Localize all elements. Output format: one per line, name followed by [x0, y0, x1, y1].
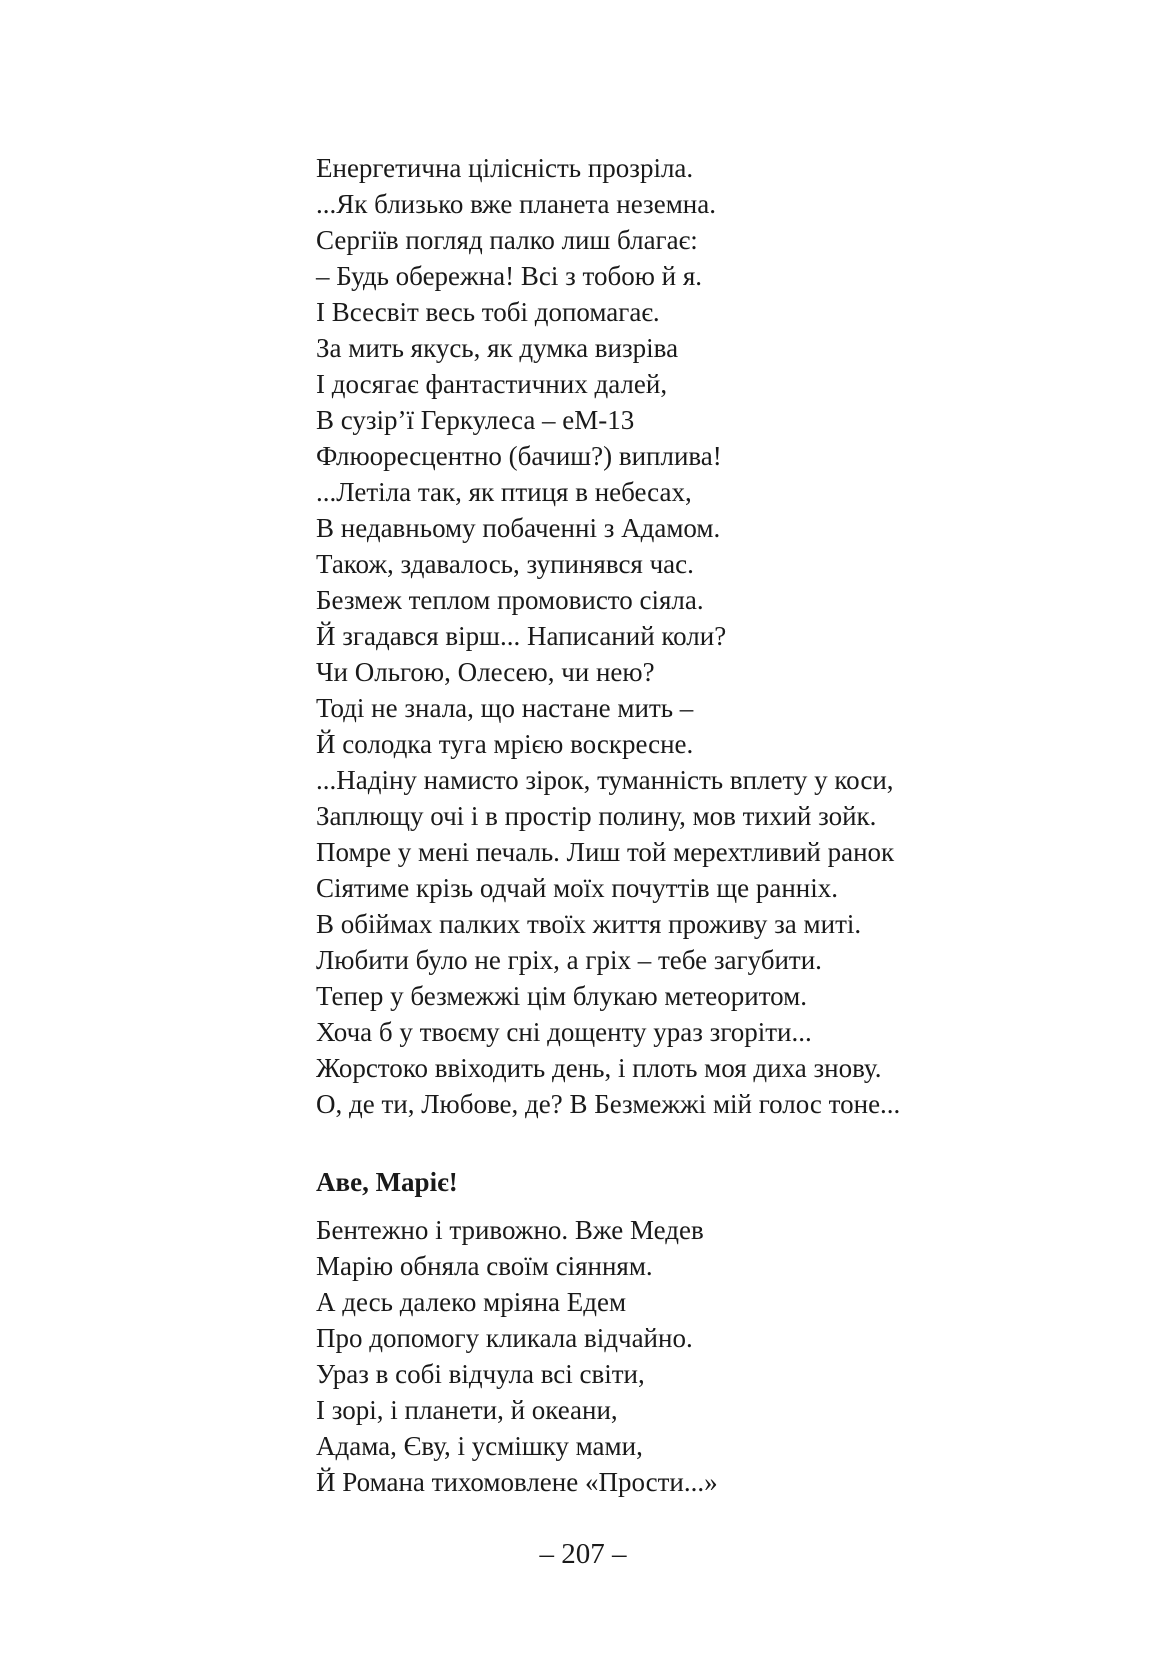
poem-line: Тепер у безмежжі цім блукаю метеоритом.: [316, 981, 807, 1011]
poem-line: Заплющу очі і в простір полину, мов тихий зойк.: [316, 801, 877, 831]
poem-line: Чи Ольгою, Олесею, чи нею?: [316, 657, 655, 687]
poem-line: І зорі, і планети, й океани,: [316, 1395, 618, 1425]
poem-line: Безмеж теплом промовисто сіяла.: [316, 585, 704, 615]
page-number: – 207 –: [539, 1538, 627, 1570]
poem-line: Й Романа тихомовлене «Прости...»: [316, 1467, 718, 1497]
poem-body: [316, 1212, 1036, 1500]
poem-line: Хоча б у твоєму сні дощенту ураз згоріти...: [316, 1017, 812, 1047]
poem-line: Сергіїв погляд палко лиш благає:: [316, 225, 698, 255]
poem-line: ...Надіну намисто зірок, туманність вплету у коси,: [316, 765, 894, 795]
poem-title: Аве, Маріє!: [316, 1167, 458, 1197]
poem-line: І Всесвіт весь тобі допомагає.: [316, 297, 660, 327]
poem-line: Жорстоко ввіходить день, і плоть моя диха знову.: [316, 1053, 882, 1083]
poem-line: І досягає фантастичних далей,: [316, 369, 668, 399]
poem-line: В сузір’ї Геркулеса – еМ-13: [316, 405, 635, 435]
poem-line: Ураз в собі відчула всі світи,: [316, 1359, 645, 1389]
poem-line: Й згадався вірш... Написаний коли?: [316, 621, 727, 651]
poem-line: Про допомогу кликала відчайно.: [316, 1323, 693, 1353]
poem-continuation: [316, 150, 1036, 1122]
poem-line: Бентежно і тривожно. Вже Медев: [316, 1215, 704, 1245]
poem-line: ...Летіла так, як птиця в небесах,: [316, 477, 692, 507]
poem-line: Тоді не знала, що настане мить –: [316, 693, 694, 723]
poem-line: – Будь обережна! Всі з тобою й я.: [316, 261, 702, 291]
poem-line: За мить якусь, як думка визріва: [316, 333, 679, 363]
poem-line: В недавньому побаченні з Адамом.: [316, 513, 721, 543]
poem-line: Сіятиме крізь одчай моїх почуттів ще ранніх.: [316, 873, 838, 903]
poem-line: Також, здавалось, зупинявся час.: [316, 549, 694, 579]
poem-line: Флюоресцентно (бачиш?) виплива!: [316, 441, 722, 471]
poem-line: О, де ти, Любове, де? В Безмежжі мій голос тоне...: [316, 1089, 901, 1119]
poem-line: А десь далеко мріяна Едем: [316, 1287, 627, 1317]
poem-line: В обіймах палких твоїх життя проживу за миті.: [316, 909, 862, 939]
poem-line: Помре у мені печаль. Лиш той мерехтливий ранок: [316, 837, 895, 867]
poem-line: ...Як близько вже планета неземна.: [316, 189, 716, 219]
poem-line: Адама, Єву, і усмішку мами,: [316, 1431, 643, 1461]
poem-line: Енергетична цілісність прозріла.: [316, 153, 694, 183]
poem-line: Марію обняла своїм сіянням.: [316, 1251, 653, 1281]
poem-line: Любити було не гріх, а гріх – тебе загубити.: [316, 945, 822, 975]
poem-line: Й солодка туга мрією воскресне.: [316, 729, 694, 759]
